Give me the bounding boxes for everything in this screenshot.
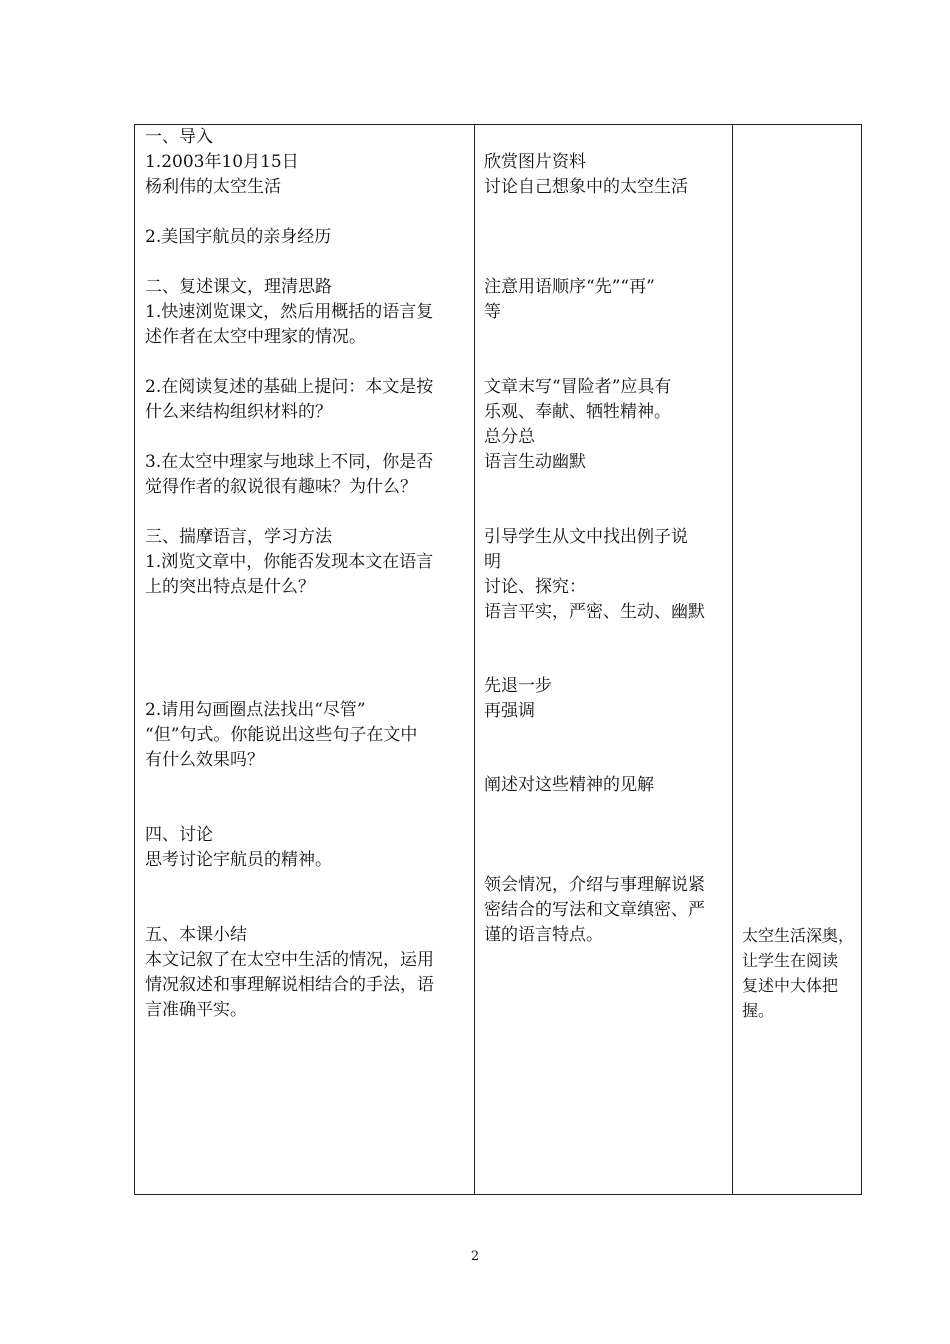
col1-line: 觉得作者的叙说很有趣味？为什么？ bbox=[145, 477, 417, 497]
col1-line: 二、复述课文，理清思路 bbox=[145, 277, 332, 297]
column-divider bbox=[732, 125, 733, 1194]
col2-line: 领会情况，介绍与事理解说紧 bbox=[484, 875, 705, 895]
col2-line: 引导学生从文中找出例子说 bbox=[484, 527, 688, 547]
col1-line: 3.在太空中理家与地球上不同，你是否 bbox=[145, 452, 434, 472]
lesson-plan-table bbox=[134, 124, 862, 1195]
col2-line: 密结合的写法和文章缜密、严 bbox=[484, 900, 705, 920]
col2-line: 先退一步 bbox=[484, 676, 552, 696]
col1-line: 2.美国宇航员的亲身经历 bbox=[145, 227, 332, 247]
col2-line: 阐述对这些精神的见解 bbox=[484, 775, 654, 795]
col1-line: 1.2003年10月15日 bbox=[145, 152, 299, 172]
col1-line: 什么来结构组织材料的？ bbox=[145, 402, 332, 422]
col2-line: 文章末写“冒险者”应具有 bbox=[484, 377, 672, 397]
col2-line: 等 bbox=[484, 302, 501, 322]
col1-line: 杨利伟的太空生活 bbox=[145, 177, 281, 197]
col2-line: 欣赏图片资料 bbox=[484, 152, 586, 172]
col1-line: 述作者在太空中理家的情况。 bbox=[145, 327, 366, 347]
col2-line: 总分总 bbox=[484, 427, 535, 447]
col1-line: 四、讨论 bbox=[145, 825, 213, 845]
col3-line: 握。 bbox=[742, 1001, 775, 1020]
col1-line: 2.在阅读复述的基础上提问：本文是按 bbox=[145, 377, 434, 397]
col2-line: 语言平实，严密、生动、幽默 bbox=[484, 602, 705, 622]
col2-line: 讨论自己想象中的太空生活 bbox=[484, 177, 688, 197]
col1-line: “但”句式。你能说出这些句子在文中 bbox=[145, 725, 418, 745]
col1-line: 1.浏览文章中，你能否发现本文在语言 bbox=[145, 552, 434, 572]
col1-line: 1.快速浏览课文，然后用概括的语言复 bbox=[145, 302, 434, 322]
col1-line: 一、导入 bbox=[145, 127, 213, 147]
col2-line: 明 bbox=[484, 552, 501, 572]
col1-line: 三、揣摩语言，学习方法 bbox=[145, 527, 332, 547]
col1-line: 思考讨论宇航员的精神。 bbox=[145, 850, 332, 870]
col3-line: 让学生在阅读 bbox=[742, 951, 839, 970]
col1-line: 情况叙述和事理解说相结合的手法，语 bbox=[145, 975, 434, 995]
col1-line: 本文记叙了在太空中生活的情况，运用 bbox=[145, 950, 434, 970]
col2-line: 再强调 bbox=[484, 701, 535, 721]
col1-line: 五、本课小结 bbox=[145, 925, 247, 945]
col1-line: 言准确平实。 bbox=[145, 1000, 247, 1020]
col3-line: 太空生活深奥， bbox=[742, 926, 855, 945]
col1-line: 有什么效果吗？ bbox=[145, 750, 264, 770]
col1-line: 上的突出特点是什么？ bbox=[145, 577, 315, 597]
col2-line: 谨的语言特点。 bbox=[484, 925, 603, 945]
col1-line: 2.请用勾画圈点法找出“尽管” bbox=[145, 700, 366, 720]
column-divider bbox=[474, 125, 475, 1194]
page-number: 2 bbox=[470, 1249, 480, 1264]
col2-line: 乐观、奉献、牺牲精神。 bbox=[484, 402, 671, 422]
col2-line: 注意用语顺序“先”“再” bbox=[484, 277, 655, 297]
col2-line: 讨论、探究： bbox=[484, 577, 586, 597]
col3-line: 复述中大体把 bbox=[742, 976, 839, 995]
col2-line: 语言生动幽默 bbox=[484, 452, 586, 472]
